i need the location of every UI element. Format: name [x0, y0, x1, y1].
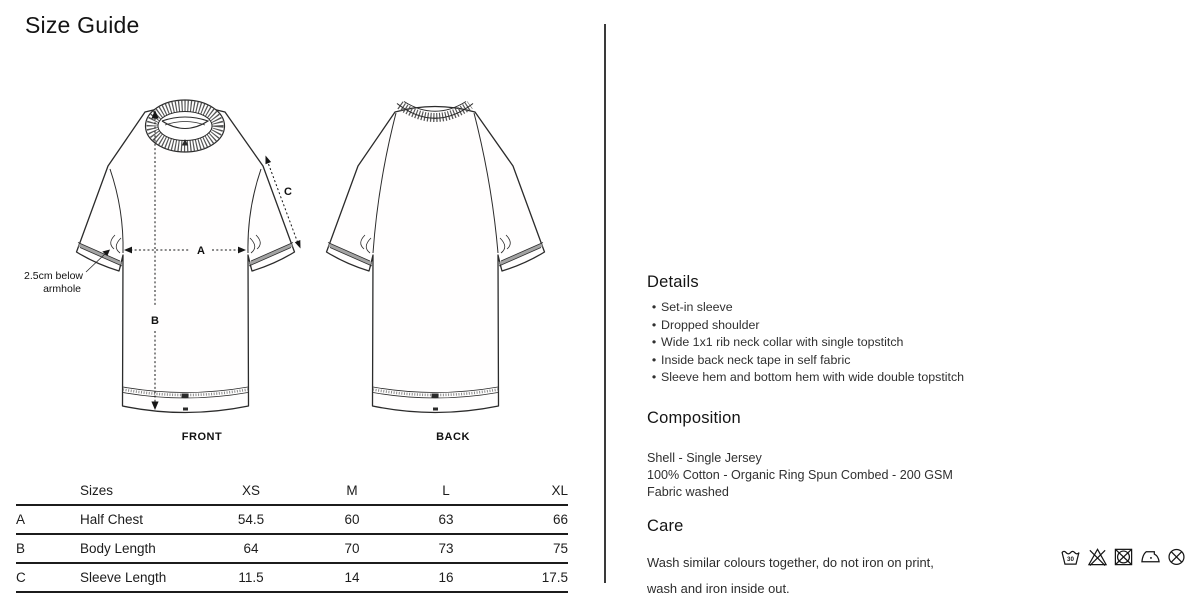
header-blank: [16, 477, 80, 505]
row-value: 64: [196, 534, 306, 563]
detail-item-text: Inside back neck tape in self fabric: [661, 352, 851, 367]
header-sizes: Sizes: [80, 477, 196, 505]
header-xs: XS: [196, 477, 306, 505]
front-view: [77, 100, 295, 413]
header-l: L: [398, 477, 494, 505]
composition-line: Shell - Single Jersey: [647, 451, 762, 465]
bullet-icon: [647, 334, 661, 352]
row-value: 11.5: [196, 563, 306, 592]
row-value: 75: [494, 534, 568, 563]
measurement-c-label: C: [284, 186, 292, 198]
row-key: C: [16, 563, 80, 592]
table-row: [16, 505, 568, 534]
bullet-icon: [647, 299, 661, 317]
back-view: [327, 102, 545, 413]
details-heading: Details: [647, 273, 699, 291]
size-diagram: [20, 88, 580, 460]
row-label: Body Length: [80, 534, 196, 563]
detail-item-text: Dropped shoulder: [661, 317, 760, 332]
table-row: [16, 534, 568, 563]
iron-low-heat-icon: [1140, 546, 1161, 567]
bullet-icon: [647, 317, 661, 335]
detail-item: [647, 369, 1077, 387]
bullet-icon: [647, 369, 661, 387]
composition-section: [647, 408, 1077, 501]
row-label: Sleeve Length: [80, 563, 196, 592]
do-not-tumble-dry-icon: [1113, 546, 1134, 567]
vertical-divider: [604, 24, 606, 583]
row-label: Half Chest: [80, 505, 196, 534]
detail-item-text: Set-in sleeve: [661, 300, 733, 314]
svg-text:2.5cm below: 2.5cm below: [24, 270, 83, 282]
page-title: Size Guide: [25, 12, 140, 38]
care-icons: [1060, 546, 1187, 567]
composition-line: Fabric washed: [647, 485, 729, 499]
detail-item: [647, 299, 1077, 317]
header-xl: XL: [494, 477, 568, 505]
row-value: 17.5: [494, 563, 568, 592]
care-line: wash and iron inside out.: [647, 580, 790, 596]
composition-line: 100% Cotton - Organic Ring Spun Combed - 200 GSM: [647, 468, 953, 482]
back-label: BACK: [436, 431, 470, 443]
detail-item: [647, 352, 1077, 370]
front-label: FRONT: [181, 431, 223, 443]
table-header-row: [16, 477, 568, 505]
row-value: 60: [306, 505, 398, 534]
table-row: [16, 563, 568, 592]
care-heading: Care: [647, 517, 684, 535]
details-list: [647, 299, 1077, 387]
row-key: A: [16, 505, 80, 534]
care-line: Wash similar colours together, do not iron on print,: [647, 555, 934, 570]
detail-item-text: Sleeve hem and bottom hem with wide double topstitch: [661, 370, 965, 385]
row-value: 16: [398, 563, 494, 592]
measurement-b-label: B: [151, 315, 159, 327]
do-not-dry-clean-icon: [1166, 546, 1187, 567]
header-m: M: [306, 477, 398, 505]
row-value: 63: [398, 505, 494, 534]
composition-heading: Composition: [647, 409, 741, 427]
svg-text:armhole: armhole: [43, 283, 81, 295]
row-value: 66: [494, 505, 568, 534]
do-not-bleach-icon: [1087, 546, 1108, 567]
row-value: 73: [398, 534, 494, 563]
row-value: 14: [306, 563, 398, 592]
svg-text:30: 30: [1067, 555, 1074, 563]
row-value: 54.5: [196, 505, 306, 534]
care-section: [647, 516, 1067, 601]
size-table: [16, 477, 568, 593]
wash-30-icon: [1060, 546, 1081, 567]
detail-item: [647, 317, 1077, 335]
row-key: B: [16, 534, 80, 563]
detail-item-text: Wide 1x1 rib neck collar with single topstitch: [661, 335, 904, 350]
details-section: [647, 272, 1077, 387]
detail-item: [647, 334, 1077, 352]
bullet-icon: [647, 352, 661, 370]
row-value: 70: [306, 534, 398, 563]
measurement-a-label: A: [197, 245, 205, 257]
